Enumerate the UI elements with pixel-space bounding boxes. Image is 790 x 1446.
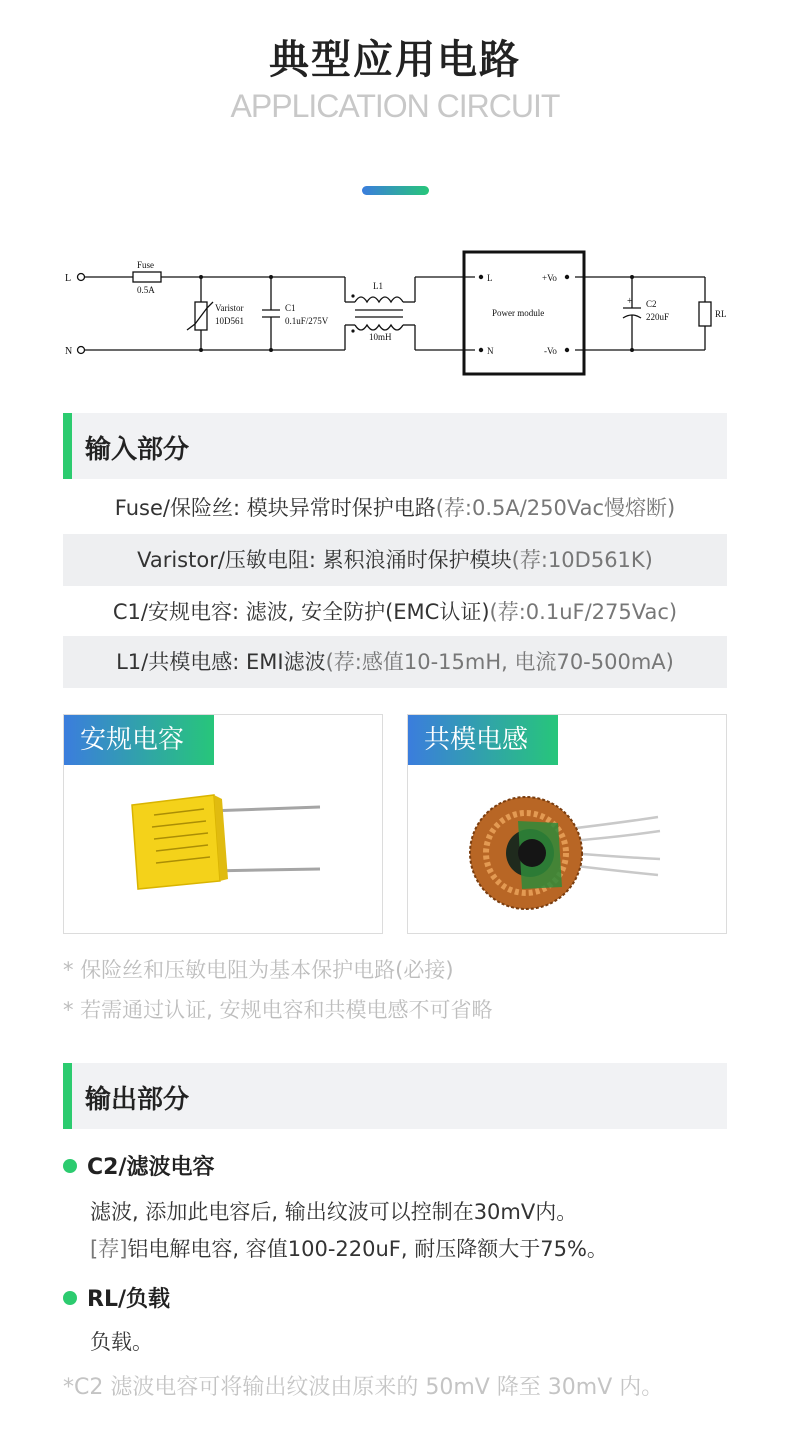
label-n: N (65, 346, 73, 357)
item-title-text: RL/负载 (87, 1287, 170, 1312)
label-c2: C2 (646, 299, 657, 309)
row-recommendation: (荐:感值10-15mH, 电流70-500mA) (325, 650, 674, 674)
label-l: L (65, 273, 72, 284)
recommend-prefix: [荐] (90, 1237, 128, 1261)
application-circuit-diagram (55, 240, 745, 390)
label-c2-value: 220uF (646, 312, 670, 322)
output-item-c2-title (63, 1150, 215, 1181)
output-section-title: 输出部分 (85, 1085, 190, 1115)
output-item-c2-line1: 滤波, 添加此电容后, 输出纹波可以控制在30mV内。 (90, 1200, 578, 1224)
terminal-l (78, 274, 85, 281)
label-rl: RL (715, 309, 727, 319)
l1-winding-top (355, 297, 403, 302)
row-recommendation: (荐:10D561K) (511, 548, 653, 572)
card-tag: 共模电感 (408, 715, 558, 765)
row-recommendation: (荐:0.5A/250Vac慢熔断) (435, 496, 676, 520)
card-safety-capacitor (63, 714, 383, 934)
card-tag: 安规电容 (64, 715, 214, 765)
note-certification: * 若需通过认证, 安规电容和共模电感不可省略 (63, 998, 493, 1022)
label-module-vo-pos: +Vo (542, 273, 557, 283)
input-row-l1 (63, 636, 727, 688)
bullet-dot (63, 1159, 77, 1173)
note-required-protection: * 保险丝和压敏电阻为基本保护电路(必接) (63, 958, 454, 982)
input-section-header (63, 413, 727, 479)
label-varistor: Varistor (215, 303, 244, 313)
input-section-title: 输入部分 (85, 435, 190, 465)
input-row-c1 (63, 586, 727, 638)
output-footnote: *C2 滤波电容可将输出纹波由原来的 50mV 降至 30mV 内。 (63, 1375, 664, 1400)
recommend-text: 铝电解电容, 容值100-220uF, 耐压降额大于75%。 (127, 1237, 608, 1261)
label-l1: L1 (373, 281, 383, 291)
row-recommendation: (荐:0.1uF/275Vac) (489, 600, 678, 624)
label-power-module: Power module (492, 308, 545, 318)
row-text: Varistor/压敏电阻: 累积浪涌时保护模块 (137, 548, 512, 572)
page-title: 典型应用电路 (269, 37, 521, 83)
rl-symbol (699, 302, 711, 326)
output-item-rl-title (63, 1282, 170, 1313)
label-fuse: Fuse (137, 260, 155, 270)
row-text: Fuse/保险丝: 模块异常时保护电路 (114, 496, 436, 520)
title-accent-bar (362, 186, 429, 195)
label-module-pin-l: L (487, 273, 493, 283)
output-item-rl-line1: 负载。 (90, 1330, 153, 1354)
item-title-text: C2/滤波电容 (87, 1155, 215, 1180)
row-text: L1/共模电感: EMI滤波 (116, 650, 326, 674)
section-accent-bar (63, 413, 72, 479)
label-module-vo-neg: -Vo (544, 346, 557, 356)
terminal-n (78, 347, 85, 354)
input-row-fuse (63, 482, 727, 534)
label-c1-value: 0.1uF/275V (285, 316, 329, 326)
label-fuse-value: 0.5A (137, 285, 155, 295)
bullet-dot (63, 1291, 77, 1305)
label-c2-plus: + (627, 296, 633, 307)
safety-capacitor-image (124, 785, 324, 905)
output-item-c2-line2 (90, 1233, 608, 1263)
page-subtitle: APPLICATION CIRCUIT (230, 88, 560, 124)
fuse-symbol (133, 272, 161, 282)
row-text: C1/安规电容: 滤波, 安全防护(EMC认证) (112, 600, 490, 624)
label-varistor-value: 10D561 (215, 316, 244, 326)
label-module-pin-n: N (487, 346, 494, 356)
common-mode-inductor-image (458, 771, 688, 921)
l1-winding-bottom (355, 325, 403, 330)
label-l1-value: 10mH (369, 332, 392, 342)
input-row-varistor (63, 534, 727, 586)
label-c1: C1 (285, 303, 296, 313)
card-common-mode-inductor (407, 714, 727, 934)
output-section-header (63, 1063, 727, 1129)
section-accent-bar (63, 1063, 72, 1129)
